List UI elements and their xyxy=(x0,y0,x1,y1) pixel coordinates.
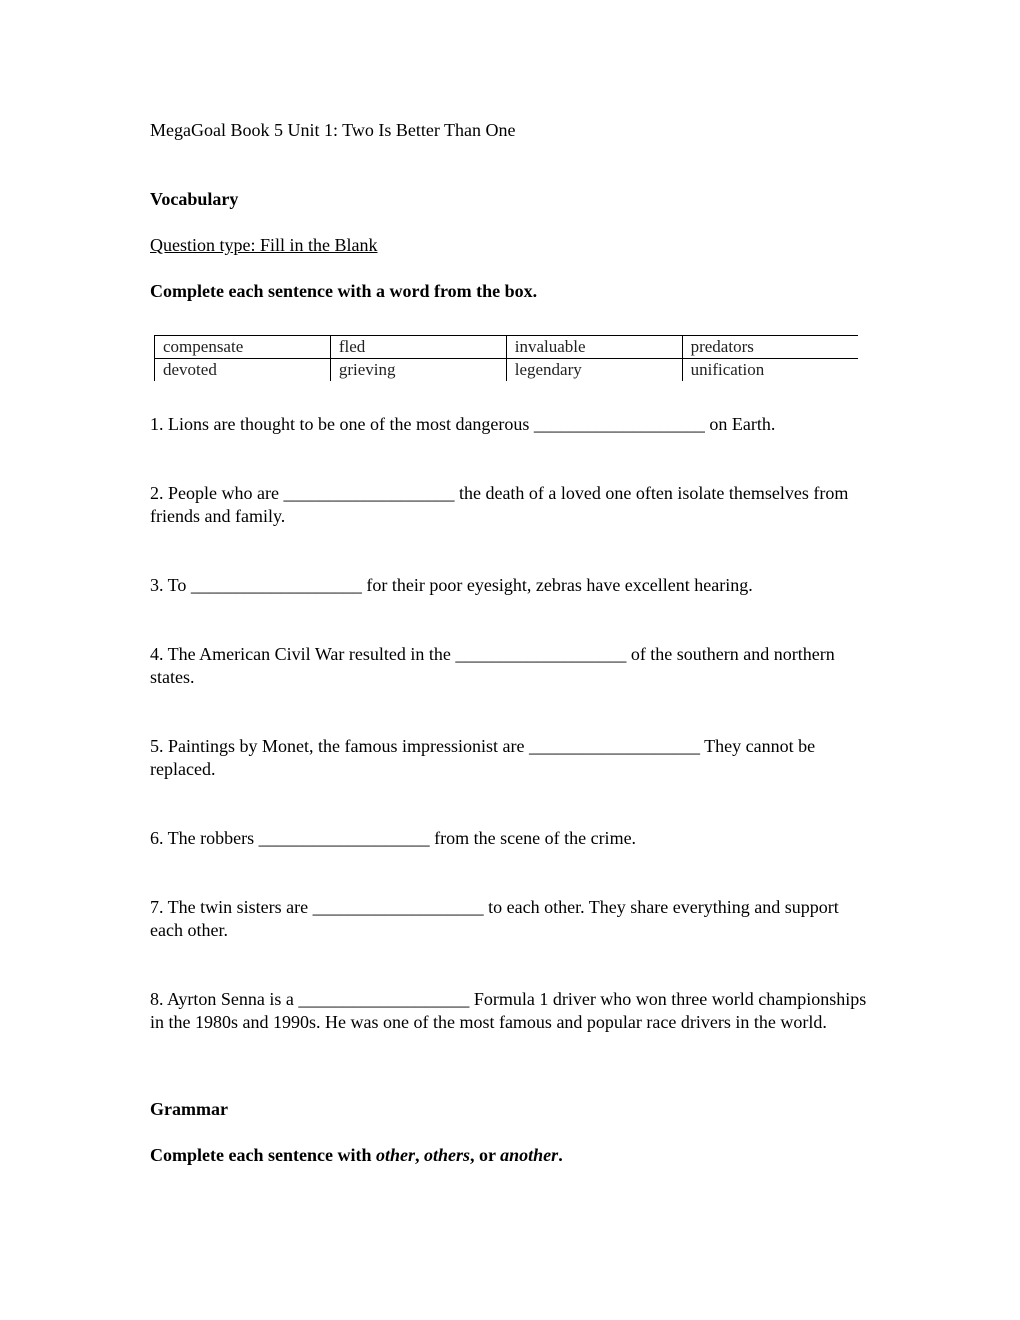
question-3: 3. To ___________________ for their poor eyesight, zebras have excellent hearing. xyxy=(150,575,753,595)
question-2: 2. People who are ___________________ the death of a loved one often isolate themselves from friends and family. xyxy=(150,483,849,526)
word-box-cell: compensate xyxy=(155,336,331,359)
grammar-instruction xyxy=(150,1145,563,1166)
grammar-instruction-prefix: Complete each sentence with xyxy=(150,1145,376,1165)
word-box-cell: unification xyxy=(682,359,858,382)
word-box-cell: predators xyxy=(682,336,858,359)
vocabulary-instruction: Complete each sentence with a word from the box. xyxy=(150,281,538,301)
question-6: 6. The robbers ___________________ from the scene of the crime. xyxy=(150,828,637,848)
word-box-row xyxy=(155,359,859,382)
word-box-cell: grieving xyxy=(330,359,506,382)
question-8: 8. Ayrton Senna is a ___________________ Formula 1 driver who won three world championships in the 1980s and 1990s. He was one of the most famous and popular race drivers in the world. xyxy=(150,989,867,1032)
word-box xyxy=(154,335,858,381)
grammar-word-others: others xyxy=(423,1145,470,1165)
vocabulary-heading: Vocabulary xyxy=(150,189,239,209)
word-box-cell: legendary xyxy=(506,359,682,382)
document-title: MegaGoal Book 5 Unit 1: Two Is Better Than One xyxy=(150,120,516,140)
grammar-separator: , or xyxy=(469,1145,501,1165)
question-7: 7. The twin sisters are ___________________ to each other. They share everything and support each other. xyxy=(150,897,839,940)
word-box-cell: fled xyxy=(330,336,506,359)
question-1: 1. Lions are thought to be one of the most dangerous ___________________ on Earth. xyxy=(150,414,776,434)
word-box-row xyxy=(155,336,859,359)
question-4: 4. The American Civil War resulted in the ___________________ of the southern and northern states. xyxy=(150,644,835,687)
grammar-separator: , xyxy=(414,1145,424,1165)
grammar-word-another: another xyxy=(500,1145,559,1165)
grammar-heading: Grammar xyxy=(150,1099,228,1119)
question-type-label: Question type: Fill in the Blank xyxy=(150,235,378,255)
question-5: 5. Paintings by Monet, the famous impressionist are ___________________ They cannot be replaced. xyxy=(150,736,816,779)
word-box-cell: devoted xyxy=(155,359,331,382)
grammar-word-other: other xyxy=(375,1145,415,1165)
word-box-cell: invaluable xyxy=(506,336,682,359)
grammar-instruction-suffix: . xyxy=(558,1145,563,1165)
